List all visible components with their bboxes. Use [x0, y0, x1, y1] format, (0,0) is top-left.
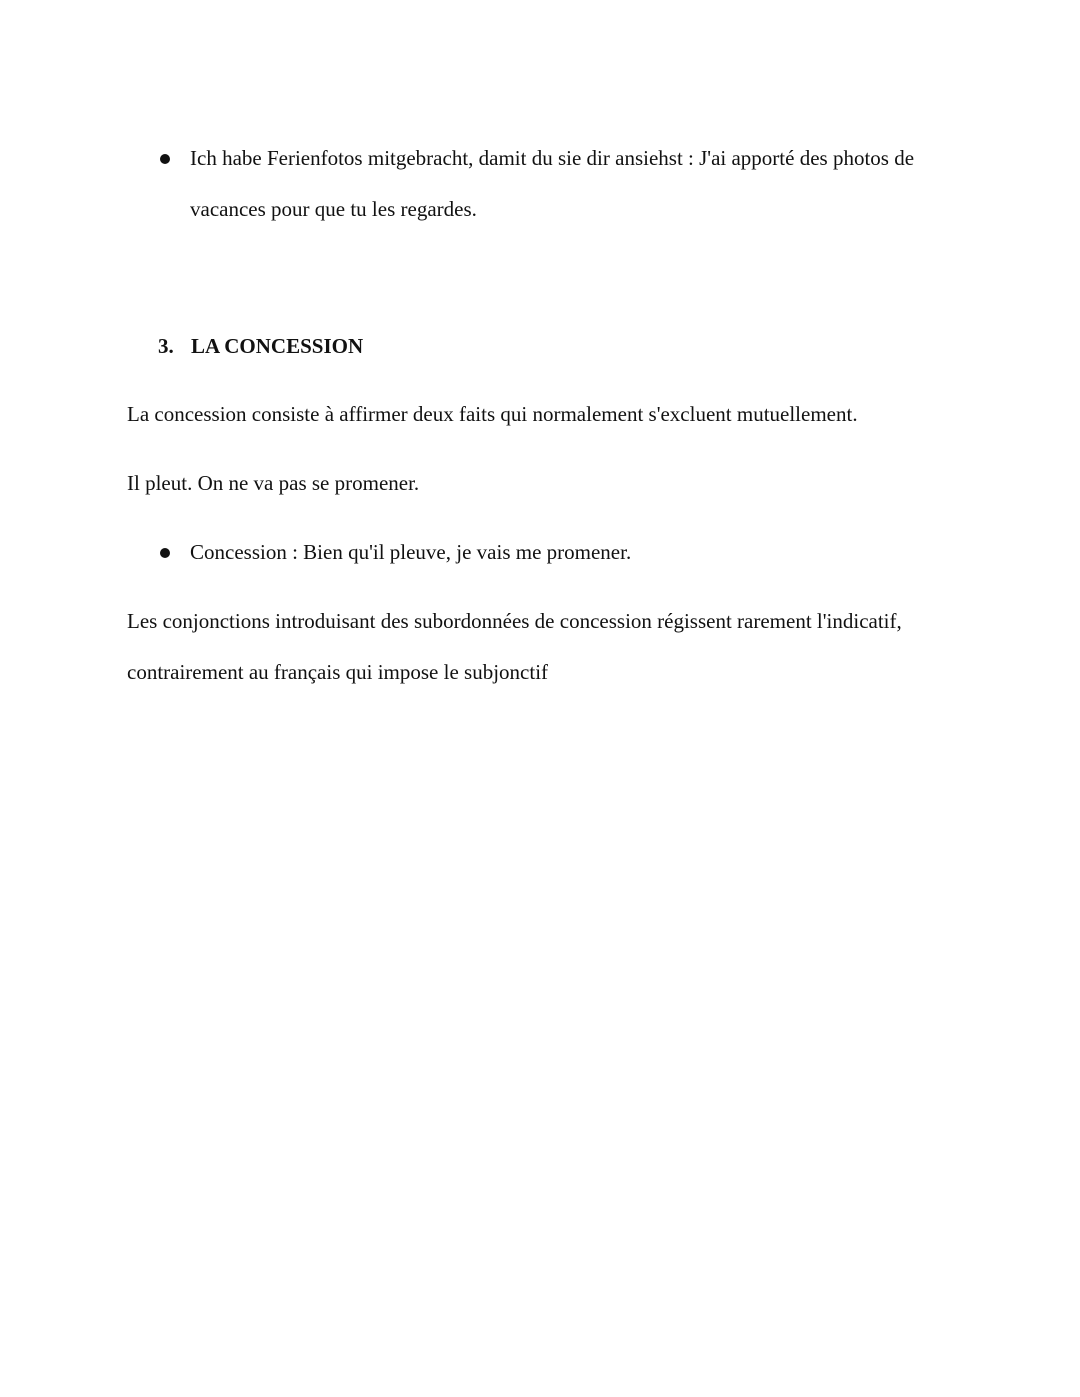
- bullet-text-line-2: vacances pour que tu les regardes.: [190, 197, 477, 221]
- conclusion-line-1: Les conjonctions introduisant des subordonnées de concession régissent rarement l'indicatif,: [127, 609, 902, 633]
- definition-paragraph: La concession consiste à affirmer deux faits qui normalement s'excluent mutuellement.: [127, 402, 858, 426]
- bullet-icon: [160, 154, 170, 164]
- example-paragraph: Il pleut. On ne va pas se promener.: [127, 471, 420, 495]
- bullet-text-line-1: Ich habe Ferienfotos mitgebracht, damit du sie dir ansiehst : J'ai apporté des photos de: [190, 146, 915, 170]
- bullet-icon: [160, 548, 170, 558]
- section-heading: LA CONCESSION: [191, 334, 364, 358]
- section-number: 3.: [158, 334, 174, 358]
- concession-bullet-text: Concession : Bien qu'il pleuve, je vais me promener.: [190, 540, 632, 564]
- conclusion-line-2: contrairement au français qui impose le subjonctif: [127, 660, 549, 684]
